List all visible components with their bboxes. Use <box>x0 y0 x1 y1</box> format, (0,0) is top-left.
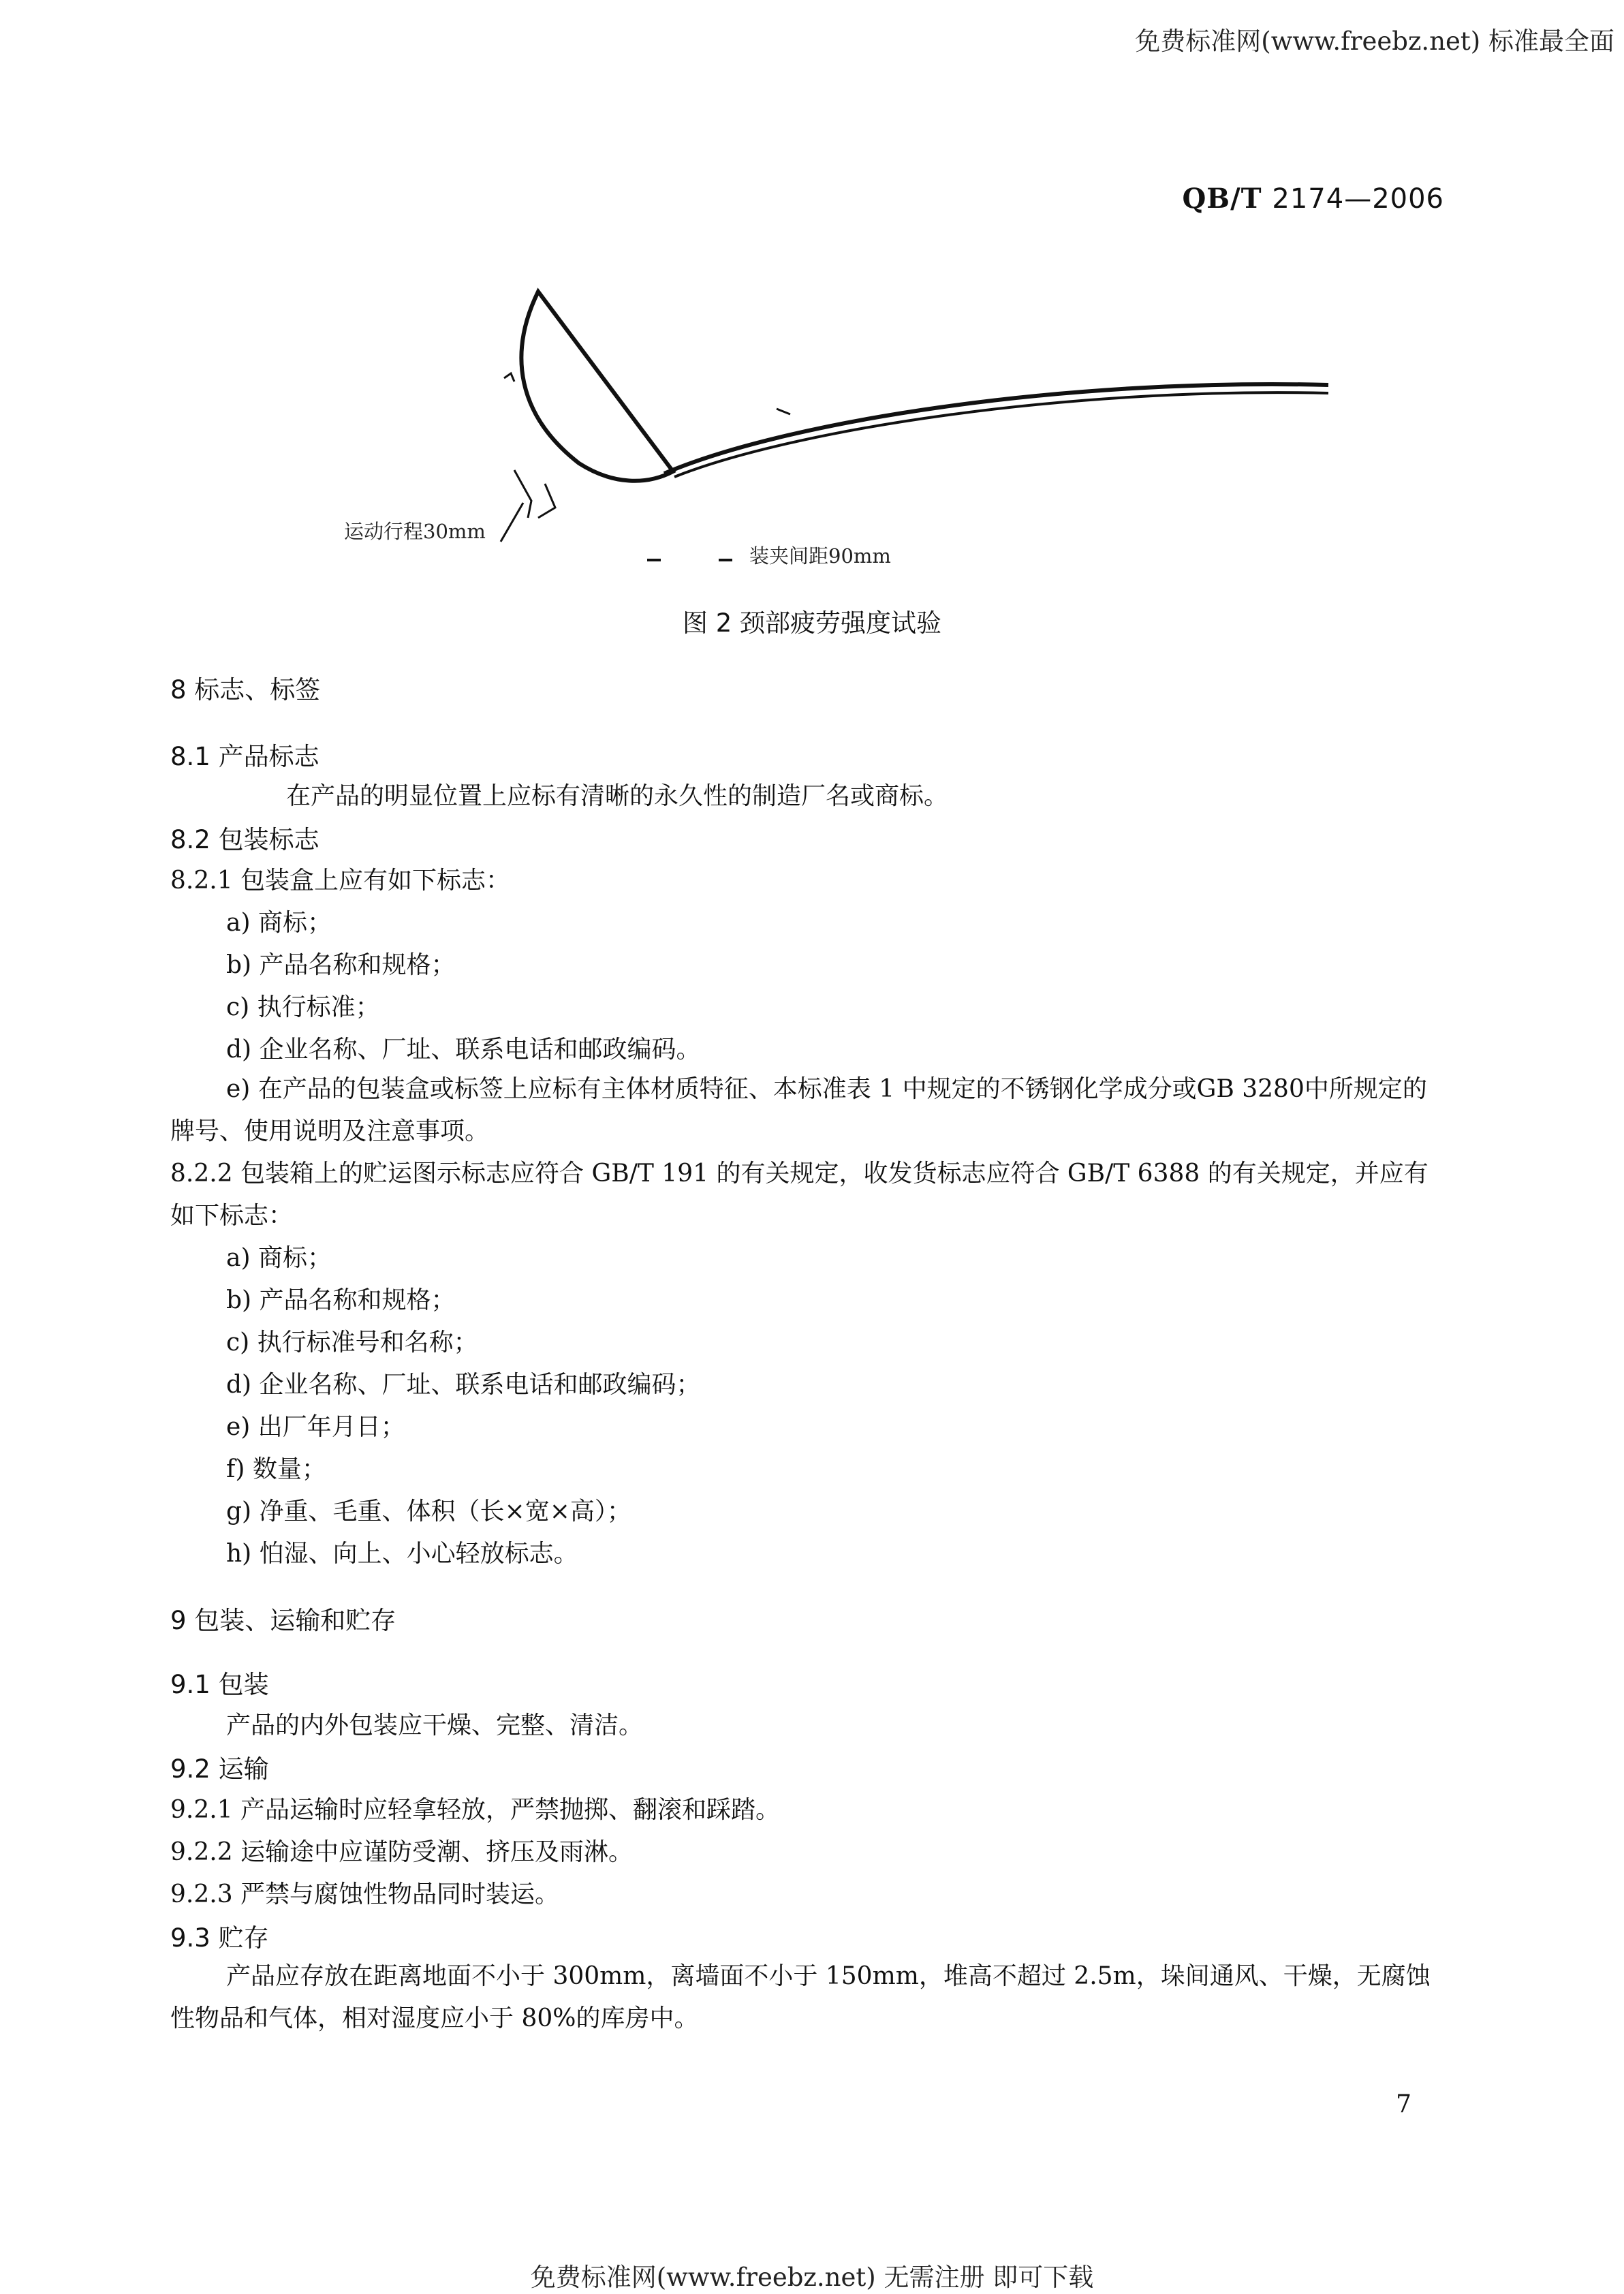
list1-item-d: d) 企业名称、厂址、联系电话和邮政编码。 <box>226 1036 701 1064</box>
list1-item-b: b) 产品名称和规格； <box>226 951 456 979</box>
list2-item-e: e) 出厂年月日； <box>226 1413 405 1441</box>
tick-mark-2 <box>777 409 790 414</box>
list1-item-a: a) 商标； <box>226 909 332 937</box>
section-9-2-1-text: 9.2.1 产品运输时应轻拿轻放，严禁抛掷、翻滚和踩踏。 <box>170 1796 781 1824</box>
section-8-2-heading: 8.2 包装标志 <box>170 825 319 854</box>
list1-item-c: c) 执行标准； <box>226 993 380 1021</box>
list2-item-g: g) 净重、毛重、体积（长×宽×高）； <box>226 1498 631 1525</box>
clamp-distance-label: 装夹间距90mm <box>749 544 891 568</box>
standard-number: 2174—2006 <box>1272 183 1444 215</box>
top-watermark: 免费标准网(www.freebz.net) 标准最全面 <box>1135 27 1614 56</box>
list2-item-d: d) 企业名称、厂址、联系电话和邮政编码； <box>226 1371 701 1399</box>
list2-item-h: h) 怕湿、向上、小心轻放标志。 <box>226 1540 578 1568</box>
section-8-heading: 8 标志、标签 <box>170 675 321 704</box>
travel-mark-2 <box>538 484 555 518</box>
list1-item-e: e) 在产品的包装盒或标签上应标有主体材质特征、本标准表 1 中规定的不锈钢化学成分或GB 3280中所规定的牌号、使用说明及注意事项。 <box>170 1075 1427 1145</box>
bottom-watermark: 免费标准网(www.freebz.net) 无需注册 即可下载 <box>530 2263 1094 2292</box>
section-8-1-heading: 8.1 产品标志 <box>170 742 319 771</box>
section-9-2-2-text: 9.2.2 运输途中应谨防受潮、挤压及雨淋。 <box>170 1838 634 1866</box>
standard-prefix: QB/T <box>1182 183 1262 215</box>
list2-item-f: f) 数量； <box>226 1455 326 1483</box>
section-9-heading: 9 包装、运输和贮存 <box>170 1606 396 1635</box>
section-8-2-2-text: 8.2.2 包装箱上的贮运图示标志应符合 GB/T 191 的有关规定，收发货标志应符合 GB/T 6388 的有关规定，并应有如下标志： <box>170 1160 1428 1230</box>
spoon-handle-lower <box>674 392 1328 477</box>
travel-label: 运动行程30mm <box>344 520 486 543</box>
list2-item-a: a) 商标； <box>226 1244 332 1272</box>
spoon-bowl <box>521 292 673 481</box>
list2-item-c: c) 执行标准号和名称； <box>226 1329 478 1357</box>
section-8-2-1-text: 8.2.1 包装盒上应有如下标志： <box>170 867 511 895</box>
leader-line <box>501 503 523 542</box>
section-9-2-heading: 9.2 运输 <box>170 1754 269 1784</box>
travel-mark <box>514 470 531 518</box>
spoon-handle-upper <box>664 384 1328 474</box>
section-9-3-heading: 9.3 贮存 <box>170 1923 269 1953</box>
section-9-1-text: 产品的内外包装应干燥、完整、清洁。 <box>226 1711 644 1739</box>
section-9-3-text: 产品应存放在距离地面不小于 300mm，离墙面不小于 150mm，堆高不超过 2.5m，垛间通风、干燥，无腐蚀性物品和气体，相对湿度应小于 80%的库房中。 <box>170 1962 1431 2032</box>
tick-mark <box>504 373 514 382</box>
list2-item-b: b) 产品名称和规格； <box>226 1286 456 1314</box>
spoon-fatigue-figure <box>0 0 1624 613</box>
section-9-1-heading: 9.1 包装 <box>170 1670 269 1699</box>
section-9-2-3-text: 9.2.3 严禁与腐蚀性物品同时装运。 <box>170 1880 560 1908</box>
section-8-1-text: 在产品的明显位置上应标有清晰的永久性的制造厂名或商标。 <box>286 782 949 810</box>
figure-caption: 图 2 颈部疲劳强度试验 <box>682 608 942 638</box>
page-number: 7 <box>1396 2090 1411 2118</box>
